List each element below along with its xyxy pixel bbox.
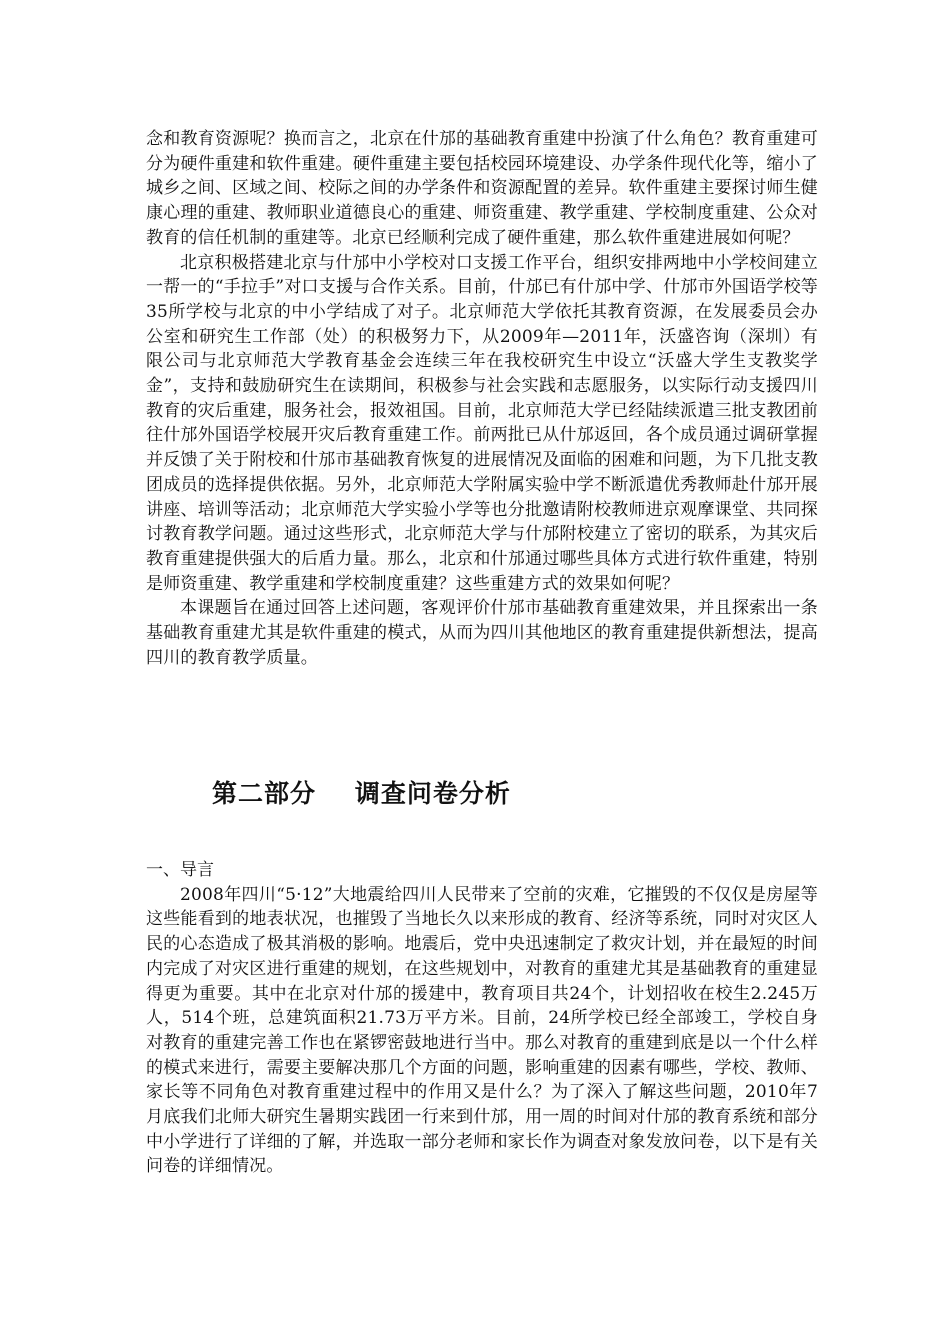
section-title: 第二部分 调查问卷分析 (212, 779, 511, 808)
paragraph-introduction: 2008年四川“5·12”大地震给四川人民带来了空前的灾难，它摧毁的不仅仅是房屋等这些能看到的地表状况，也摧毁了当地长久以来形成的教育、经济等系统，同时对灾区人民的心态造成了极其消极的影响。地震后，党中央迅速制定了救灾计划，并在最短的时间内完成了对灾区进行重建的规划，在这些规划中，对教育的重建尤其是基础教育的重建显得更为重要。其中在北京对什邡的援建中，教育项目共24个，计划招收在校生2.245万人，514个班，总建筑面积21.73万平方米。目前，24所学校已经全部竣工，学校自身对教育的重建完善工作也在紧锣密鼓地进行当中。那么对教育的重建到底是以一个什么样的模式来进行，需要主要解决那几个方面的问题，影响重建的因素有哪些，学校、教师、家长等不同角色对教育重建过程中的作用又是什么？为了深入了解这些问题，2010年7月底我们北师大研究生暑期实践团一行来到什邡，用一周的时间对什邡的教育系统和部分中小学进行了详细的了解，并选取一部分老师和家长作为调查对象发放问卷，以下是有关问卷的详细情况。 (146, 884, 818, 1177)
subsection-heading: 一、导言 (146, 860, 214, 880)
paragraph-beijing-support: 北京积极搭建北京与什邡中小学校对口支援工作平台，组织安排两地中小学校间建立一帮一的“手拉手”对口支援与合作关系。目前，什邡已有什邡中学、什邡市外国语学校等35所学校与北京的中小学结成了对子。北京师范大学依托其教育资源，在发展委员会办公室和研究生工作部（处）的积极努力下，从2009年—2011年，沃盛咨询（深圳）有限公司与北京师范大学教育基金会连续三年在我校研究生中设立“沃盛大学生支教奖学金”，支持和鼓励研究生在读期间，积极参与社会实践和志愿服务，以实际行动支援四川教育的灾后重建，服务社会，报效祖国。目前，北京师范大学已经陆续派遣三批支教团前往什邡外国语学校展开灾后教育重建工作。前两批已从什邡返回，各个成员通过调研掌握并反馈了关于附校和什邡市基础教育恢复的进展情况及面临的困难和问题，为下几批支教团成员的选择提供依据。另外，北京师范大学附属实验中学不断派遣优秀教师赴什邡开展讲座、培训等活动；北京师范大学实验小学等也分批邀请附校教师进京观摩课堂、共同探讨教育教学问题。通过这些形式，北京师范大学与什邡附校建立了密切的联系，为其灾后教育重建提供强大的后盾力量。那么，北京和什邡通过哪些具体方式进行软件重建，特别是师资重建、教学重建和学校制度重建？这些重建方式的效果如何呢？ (146, 252, 818, 594)
section-body-part2 (146, 858, 818, 1179)
section-body-part1 (146, 127, 818, 670)
paragraph-continued: 念和教育资源呢？换而言之，北京在什邡的基础教育重建中扮演了什么角色？教育重建可分为硬件重建和软件重建。硬件重建主要包括校园环境建设、办学条件现代化等，缩小了城乡之间、区域之间、校际之间的办学条件和资源配置的差异。软件重建主要探讨师生健康心理的重建、教师职业道德良心的重建、师资重建、教学重建、学校制度重建、公众对教育的信任机制的重建等。北京已经顺利完成了硬件重建，那么软件重建进展如何呢？ (146, 129, 818, 248)
paragraph-research-aim: 本课题旨在通过回答上述问题，客观评价什邡市基础教育重建效果，并且探索出一条基础教育重建尤其是软件重建的模式，从而为四川其他地区的教育重建提供新想法，提高四川的教育教学质量。 (146, 598, 818, 668)
